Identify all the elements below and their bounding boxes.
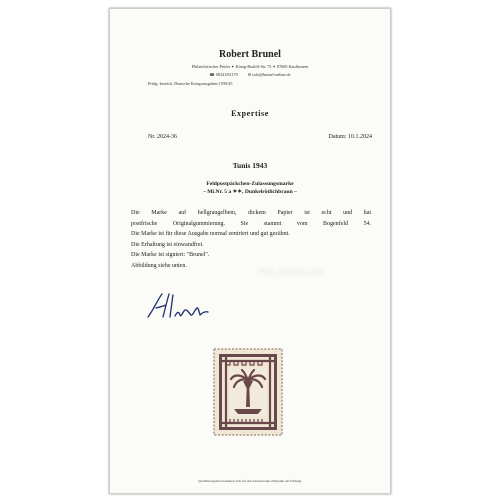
- body-line: Abbildung siehe unten.: [131, 262, 187, 269]
- catalog-line: – Mi.Nr. 5 a ✶✶, Dunkelrötlichbraun –: [203, 189, 297, 195]
- watermark: PHILAVERSAND: [258, 268, 325, 277]
- expert-scope: Prüfg.-bereich: Deutsche Kriegsausgaben 1939/45: [148, 81, 233, 86]
- document-title: Expertise: [231, 109, 269, 118]
- body-line: Die Marke auf hellgraugelbem, dickem Papier ist echt und hat: [131, 210, 371, 216]
- body-line: Die Marke ist signiert: "Brunel".: [131, 252, 210, 259]
- certificate-body: [131, 208, 371, 272]
- certificate-date: Datum: 10.1.2024: [328, 134, 372, 140]
- stamp-title: Tunis 1943: [232, 161, 268, 170]
- footer-note: Qualitätsangaben beziehen sich auf den Zustand zum Zeitpunkt der Prüfung.: [198, 479, 302, 483]
- email-address: ✉ info@brunel-online.de: [247, 72, 291, 77]
- expert-name: Robert Brunel: [219, 49, 281, 60]
- stamp-subtitle: Feldpostpäckchen-Zulassungsmarke: [206, 181, 294, 187]
- expert-address: Philatelistischer Prüfer ✦ König-Rudolf-Str. 73 ✦ 87600 Kaufbeuren: [191, 64, 309, 69]
- signature: [144, 291, 224, 321]
- body-line: postfrische Originalgummierung. Sie stammt vom Bogenfeld 54.: [131, 220, 371, 227]
- body-line: Die Marke ist für diese Ausgabe normal zentriert und gut gezähnt.: [131, 231, 290, 238]
- certificate-number: Nr. 2024-36: [148, 134, 177, 140]
- expert-contact: [110, 72, 390, 77]
- stamp-image: [212, 347, 284, 437]
- body-line: Die Erhaltung ist einwandfrei.: [131, 241, 204, 248]
- phone-number: ☎ 08341/81170: [209, 72, 238, 77]
- certificate-sheet: [109, 8, 391, 494]
